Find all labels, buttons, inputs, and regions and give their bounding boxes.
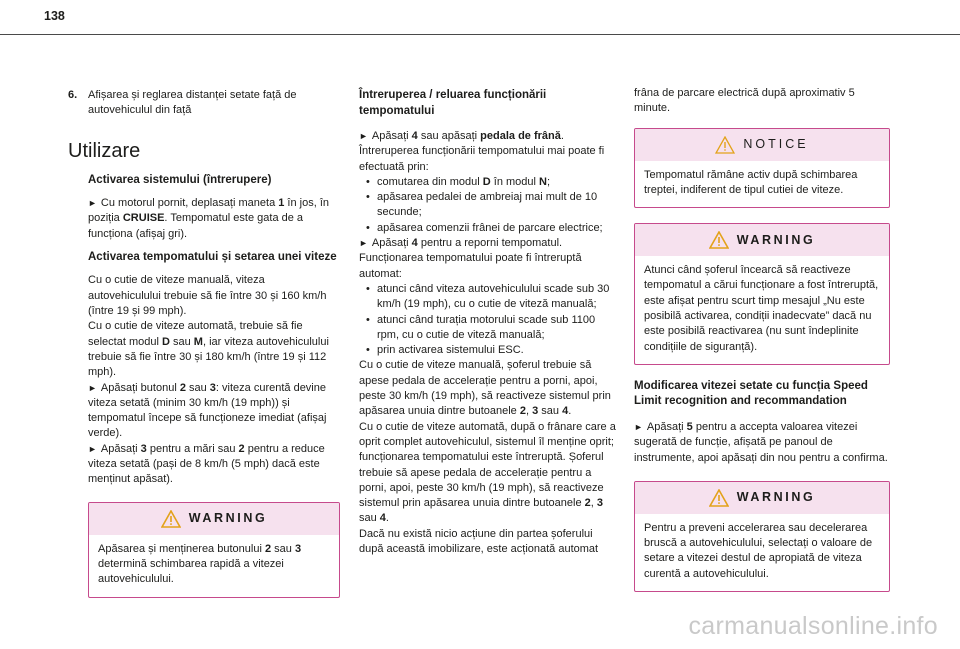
list-item-6 — [68, 88, 340, 119]
warning-header — [635, 482, 889, 514]
page-number: 138 — [44, 9, 65, 23]
list-item: • apăsarea comenzii frânei de parcare electrice; — [359, 221, 617, 236]
paragraph-manual-gearbox: Cu o cutie de viteze manuală, șoferul trebuie să apese pedala de accelerație pentru a porni, apoi, peste 30 km/h (19 mph), să reactiveze sistemul prin apăsarea unuia dintre butoanele 2, 3 sau 4. — [359, 359, 611, 418]
paragraph-manual: Cu o cutie de viteze manuală, viteza autovehiculului trebuie să fie între 30 și 160 km/h (între 19 și 99 mph). — [88, 274, 327, 318]
arrow-bullet-icon: ► — [88, 443, 97, 454]
paragraph-activation: ► Cu motorul pornit, deplasați maneta 1 în jos, în poziția CRUISE. Tempomatul este gata de a funcționa (afișaj gri). — [88, 197, 330, 240]
paragraph-continuation: frâna de parcare electrică după aproximativ 5 minute. — [634, 87, 855, 115]
paragraph-automatic: Cu o cutie de viteze automată, trebuie să fie selectat modul D sau M, iar viteza autovehiculului trebuie să fie între 30 și 180 km/h (între 19 și 112 mph). — [88, 320, 329, 379]
column-1 — [68, 88, 340, 598]
paragraph-restart: ► Apăsați 4 pentru a reporni tempomatul. — [359, 237, 563, 250]
notice-triangle-icon — [715, 136, 735, 154]
list-item: • apăsarea pedalei de ambreiaj mai mult de 10 secunde; — [359, 190, 617, 221]
arrow-bullet-icon: ► — [88, 198, 97, 209]
warning-body: Apăsarea și menținerea butonului 2 sau 3 determină schimbarea rapidă a vitezei autovehiculului. — [98, 542, 302, 586]
warning-box — [88, 502, 340, 598]
notice-header — [635, 129, 889, 161]
warning-body: Pentru a preveni accelerarea sau decelerarea bruscă a autovehiculului, selectați o valoare de setare a vitezei destul de apropiată de viteza curentă a autovehiculului. — [644, 521, 873, 580]
paragraph-step: ► Apăsați 3 pentru a mări sau 2 pentru a reduce viteza setată (pași de 8 km/h (5 mph) dacă este menținut apăsat). — [88, 442, 325, 486]
subheading-set-speed: Activarea tempomatului și setarea unei viteze — [88, 250, 337, 263]
warning-header — [635, 224, 889, 256]
subheading-interrupt: Întreruperea / reluarea funcționării tempomatului — [359, 89, 547, 117]
warning-triangle-icon — [709, 231, 729, 249]
paragraph-immobilization: Dacă nu există nicio acțiune din partea șoferului după această imobilizare, este acționată automat — [359, 527, 599, 556]
interrupt-list — [359, 175, 617, 236]
subheading-activation: Activarea sistemului (întrerupere) — [88, 173, 272, 186]
warning-body: Atunci când șoferul încearcă să reactiveze tempomatul a cărui funcționare a fost întreruptă, este afișat pentru scurt timp mesajul „Nu este posibilă activarea, condiții inadecvate” dacă nu este posibilă reactivarea (nu sunt îndeplinite condițiile de siguranță). — [644, 264, 879, 353]
warning-triangle-icon — [709, 489, 729, 507]
column-2 — [359, 88, 617, 557]
warning-title: WARNING — [188, 510, 268, 525]
warning-box-acceleration — [634, 481, 890, 592]
warning-header — [89, 503, 339, 535]
subheading-speed-limit: Modificarea vitezei setate cu funcția Speed Limit recognition and recommandation — [634, 379, 868, 408]
notice-body: Tempomatul rămâne activ după schimbarea treptei, indiferent de tipul cutiei de viteze. — [644, 168, 858, 196]
item-text: Afișarea și reglarea distanței setate față de autovehiculul din față — [88, 89, 297, 117]
paragraph-interrupt-methods: Întreruperea funcționării tempomatului mai poate fi efectuată prin: — [359, 145, 605, 173]
arrow-bullet-icon: ► — [359, 131, 368, 141]
warning-title: WARNING — [736, 490, 816, 505]
watermark: carmanualsonline.info — [688, 612, 938, 640]
item-number: 6. — [68, 89, 78, 101]
paragraph-press-4: ► Apăsați 4 sau apăsați pedala de frână. — [359, 130, 564, 142]
list-item: • atunci când turația motorului scade sub 1100 rpm, cu o cutie de viteză manuală; — [359, 313, 617, 344]
warning-box-reactivate — [634, 223, 890, 365]
notice-title: NOTICE — [743, 136, 809, 151]
warning-title: WARNING — [736, 232, 816, 247]
list-item: • prin activarea sistemului ESC. — [359, 343, 617, 358]
paragraph-button: ► Apăsați butonul 2 sau 3: viteza curentă devine viteza setată (minim 30 km/h (19 mph)) și tempomatul începe să funcționeze imediat (afișaj verde). — [88, 381, 327, 440]
paragraph-automatic-gearbox: Cu o cutie de viteze automată, după o frânare care a oprit complet autovehiculul, sistemul îl menține oprit; funcționarea tempomatului este întreruptă. Șoferul trebuie să apese pedala de accelerație pentru a porni, apoi, peste 30 km/h (19 mph), să reactiveze sistemul prin apăsarea unuia dintre butoanele 2, 3 sau 4. — [359, 420, 616, 525]
arrow-bullet-icon: ► — [634, 421, 643, 432]
warning-triangle-icon — [161, 510, 181, 528]
notice-box — [634, 128, 890, 209]
auto-interrupt-list — [359, 282, 617, 358]
header-divider — [0, 34, 960, 35]
list-item: • atunci când viteza autovehiculului scade sub 30 km/h (19 mph), cu o cutie de viteză manuală; — [359, 282, 617, 313]
arrow-bullet-icon: ► — [359, 238, 368, 249]
paragraph-auto-interrupt: Funcționarea tempomatului poate fi întreruptă automat: — [359, 252, 582, 280]
column-3 — [634, 86, 890, 592]
list-item: • comutarea din modul D în modul N; — [359, 175, 617, 190]
section-heading-utilizare: Utilizare — [68, 139, 141, 162]
arrow-bullet-icon: ► — [88, 382, 97, 393]
paragraph-accept: ► Apăsați 5 pentru a accepta valoarea vitezei sugerată de funcție, afișată pe panoul de instrumente, apoi apăsați din nou pentru a confirma. — [634, 420, 888, 464]
